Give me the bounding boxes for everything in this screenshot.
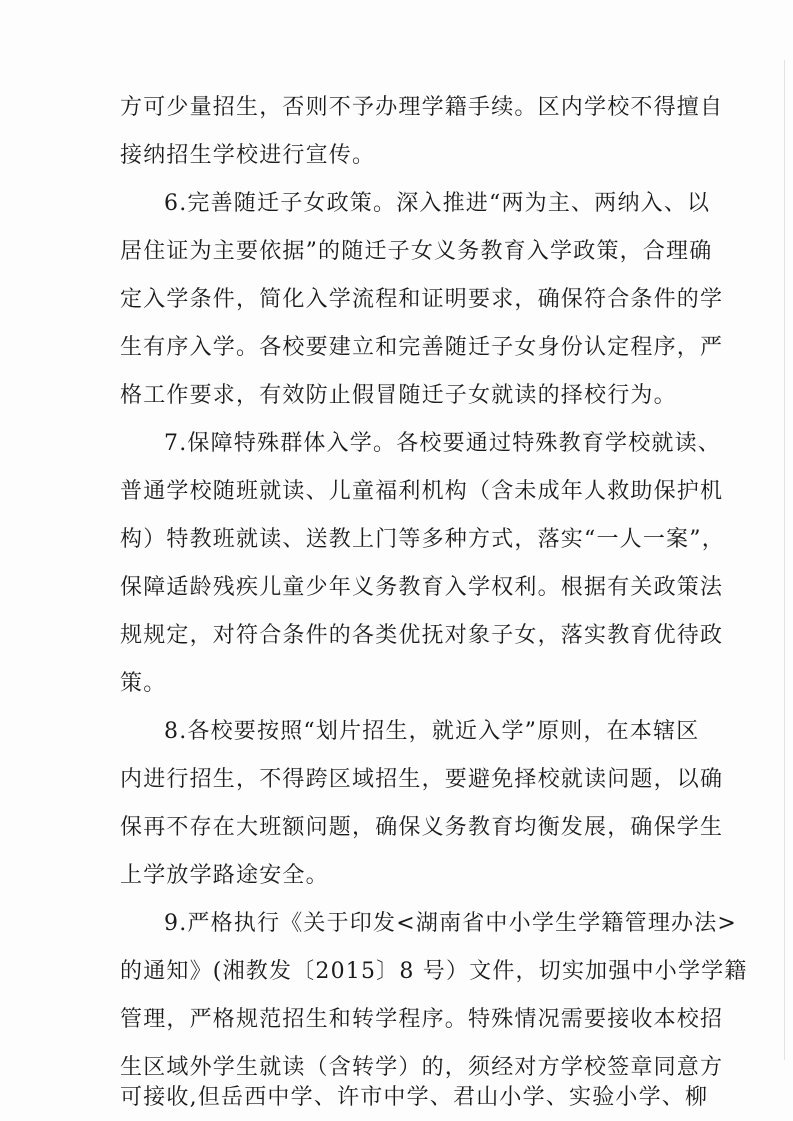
text-line-7: 格工作要求，有效防止假冒随迁子女就读的择校行为。	[120, 383, 677, 408]
text-line-10: 构）特教班就读、送教上门等多种方式，落实“一人一案”，	[120, 527, 725, 552]
text-line-16: 保再不存在大班额问题，确保义务教育均衡发展，确保学生	[120, 815, 724, 840]
text-line-15: 内进行招生，不得跨区域招生，要避免择校就读问题，以确	[120, 767, 724, 792]
text-line-12: 规规定，对符合条件的各类优抚对象子女，落实教育优待政	[120, 623, 724, 648]
text-line-1: 方可少量招生，否则不予办理学籍手续。区内学校不得擅自	[120, 95, 724, 120]
text-line-3: 6.完善随迁子女政策。深入推进“两为主、两纳入、以	[164, 191, 711, 216]
text-line-9: 普通学校随班就读、儿童福利机构（含未成年人救助保护机	[120, 479, 724, 504]
text-line-8: 7.保障特殊群体入学。各校要通过特殊教育学校就读、	[164, 431, 721, 456]
scan-edge-line	[784, 60, 785, 1060]
text-line-4: 居住证为主要依据”的随迁子女义务教育入学政策，合理确	[120, 239, 713, 264]
text-line-17: 上学放学路途安全。	[120, 863, 329, 888]
text-line-13: 策。	[120, 671, 167, 696]
text-line-2: 接纳招生学校进行宣传。	[120, 143, 376, 168]
text-line-11: 保障适龄残疾儿童少年义务教育入学权利。根据有关政策法	[120, 575, 724, 600]
text-line-6: 生有序入学。各校要建立和完善随迁子女身份认定程序，严	[120, 335, 724, 360]
text-line-18: 9.严格执行《关于印发<湖南省中小学生学籍管理办法>	[164, 911, 738, 936]
text-line-21: 生区域外学生就读（含转学）的，须经对方学校签章同意方	[120, 1055, 724, 1080]
text-line-20: 管理，严格规范招生和转学程序。特殊情况需要接收本校招	[120, 1007, 724, 1032]
text-line-14: 8.各校要按照“划片招生，就近入学”原则，在本辖区	[164, 719, 700, 744]
text-line-22: 可接收,但岳西中学、许市中学、君山小学、实验小学、柳	[120, 1085, 709, 1110]
text-line-19: 的通知》(湘教发〔2015〕8 号）文件，切实加强中小学学籍	[120, 959, 748, 984]
text-line-5: 定入学条件，简化入学流程和证明要求，确保符合条件的学	[120, 287, 724, 312]
